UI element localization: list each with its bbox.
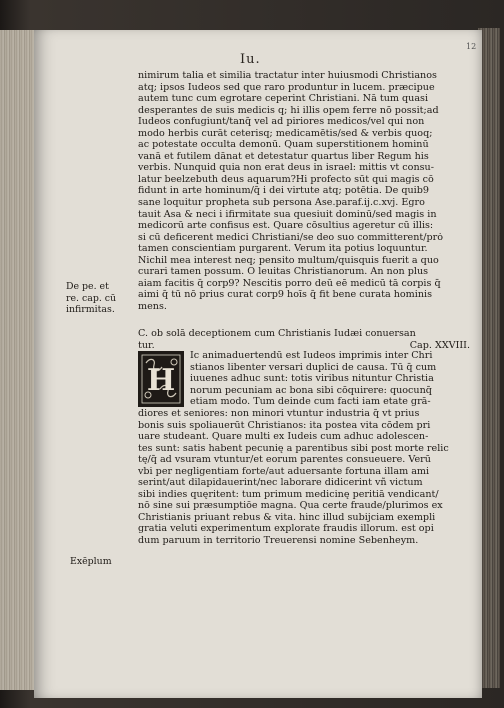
body-text-line: vanā et futilem dānat et detestatur quartus liber Regum his	[138, 150, 429, 162]
body-text-chapter-start	[190, 350, 470, 408]
body-text-line: diores et seniores: non minori vtuntur industria q̄ vt prius	[138, 408, 420, 419]
body-text-line: nō sine sui præsumptiōe magna. Qua certe fraude/plurimos ex	[138, 500, 443, 512]
folio-heading: Iu.	[240, 52, 261, 67]
body-text-line: ac potestate occulta demonū. Quam superstitionem hominū	[138, 139, 429, 151]
body-text-line: sibi indies quęritent: tum primum medicinę peritiā vendicant/	[138, 488, 439, 500]
body-text-line: gratia veluti experimentum explorate fraudis illorum. est opi	[138, 523, 434, 535]
body-text-line: vbi per negligentiam forte/aut aduersante fortuna illam ami	[138, 465, 430, 477]
body-text-line: iuuenes adhuc sunt: totis viribus nituntur Christia	[190, 373, 434, 385]
margin-note-line: re. cap. cū	[66, 292, 117, 304]
body-text-chapter-rest	[138, 408, 470, 547]
body-text-line: sane loquitur propheta sub persona Ase.paraf.ij.c.xvj. Egro	[138, 197, 425, 209]
margin-note-reference	[66, 281, 116, 316]
margin-note-line: De pe. et	[66, 281, 109, 292]
body-text-line: modo herbis curāt ceterisq; medicamētis/sed & verbis quoq;	[138, 127, 433, 139]
body-text-line: latur beelzebuth deus aquarum?Hi profecto sūt qui magis cō	[138, 173, 434, 185]
margin-note-example: Exēplum	[70, 556, 112, 567]
body-text-line: Iudeos confugiunt/tanq̄ vel ad piriores medicos/vel qui non	[138, 116, 425, 128]
decorated-initial-graphic	[140, 353, 182, 405]
body-text-line: tę/q̄ ad vsuram vtuntur/et eorum parentes consueuere. Verū	[138, 454, 431, 466]
body-text-line: si cū deficerent medici Christiani/se deo suo committerent/prȯ	[138, 231, 444, 243]
body-text-line: Christianis priuant rebus & vita. hinc illud subijciam exempli	[138, 511, 436, 523]
body-text-line: norum pecuniam ac bona sibi cōquirere: quocunq̄	[190, 384, 432, 396]
body-text-line: desperantes de suis medicis q; hi illis opem ferre nō possit;ad	[138, 104, 439, 116]
chapter-heading-line-end: tur.	[138, 339, 155, 351]
chapter-heading-line: C. ob solā deceptionem cum Christianis Iudæi conuersan	[138, 328, 416, 339]
decorated-initial-letter	[138, 351, 184, 407]
chapter-number: Cap. XXVIII.	[409, 339, 470, 351]
body-text-line: aimi q̄ tū nō prius curat corp9 hoīs q̄ fit bene curata hominis	[138, 289, 433, 301]
body-text-line: medicorū arte confisus est. Quare cōsultius ageretur cū illis:	[138, 220, 434, 232]
body-text-top	[138, 70, 470, 312]
body-text-line: aiam facitis q̄ corp9? Nescitis porro deū eē medicū tā corpis q̄	[138, 277, 441, 289]
chapter-heading	[138, 328, 470, 351]
body-text-line: tamen conscientiam purgarent. Verum ita potius loquuntur.	[138, 243, 428, 255]
initial-letter-glyph: H	[146, 363, 176, 398]
body-text-line: curari tamen possum. O leuitas Christianorum. An non plus	[138, 266, 429, 278]
body-text-line: fidunt in arte hominum/q̄ i dei virtute atq; potētia. De quib9	[138, 185, 429, 197]
body-text-line: nimirum talia et similia tractatur inter huiusmodi Christianos	[138, 70, 437, 81]
body-text-line: Ic animaduertendū est Iudeos imprimis inter Chri	[190, 350, 433, 361]
margin-note-line: infirmitas.	[66, 304, 115, 315]
signature-mark: 12	[466, 42, 477, 51]
body-text-line: stianos libenter versari duplici de causa. Tū q̄ cum	[190, 361, 437, 373]
body-text-line: serint/aut dilapidauerint/nec laborare didicerint vñ victum	[138, 477, 423, 489]
body-text-line: autem tunc cum egrotare ceperint Christiani. Nā tum quasi	[138, 93, 429, 105]
body-text-line: tauit Asa & neci i ifirmitate sua quesiuit dominū/sed magis in	[138, 208, 437, 220]
body-text-line: mens.	[138, 300, 167, 312]
body-text-line: verbis. Nunquid quia non erat deus in israel: mittis vt consu-	[138, 162, 434, 174]
body-text-line: etiam modo. Tum deinde cum facti iam etate grā-	[190, 396, 431, 408]
body-text-line: tes sunt: satis habent pecunię a parentibus sibi post morte relic	[138, 442, 449, 454]
body-text-line: uare studeant. Quare multi ex Iudeis cum adhuc adolescen-	[138, 431, 429, 443]
body-text-line: Nichil mea interest neq; pensito multum/quisquis fuerit a quo	[138, 254, 439, 266]
body-text-line: bonis suis spoliauerūt Christianos: ita postea vita cōdem pri	[138, 419, 431, 431]
body-text-line: dum paruum in territorio Treuerensi nomine Sebenheym.	[138, 535, 419, 547]
body-text-line: atq; ipsos Iudeos sed que raro produntur in lucem. præcipue	[138, 81, 435, 93]
